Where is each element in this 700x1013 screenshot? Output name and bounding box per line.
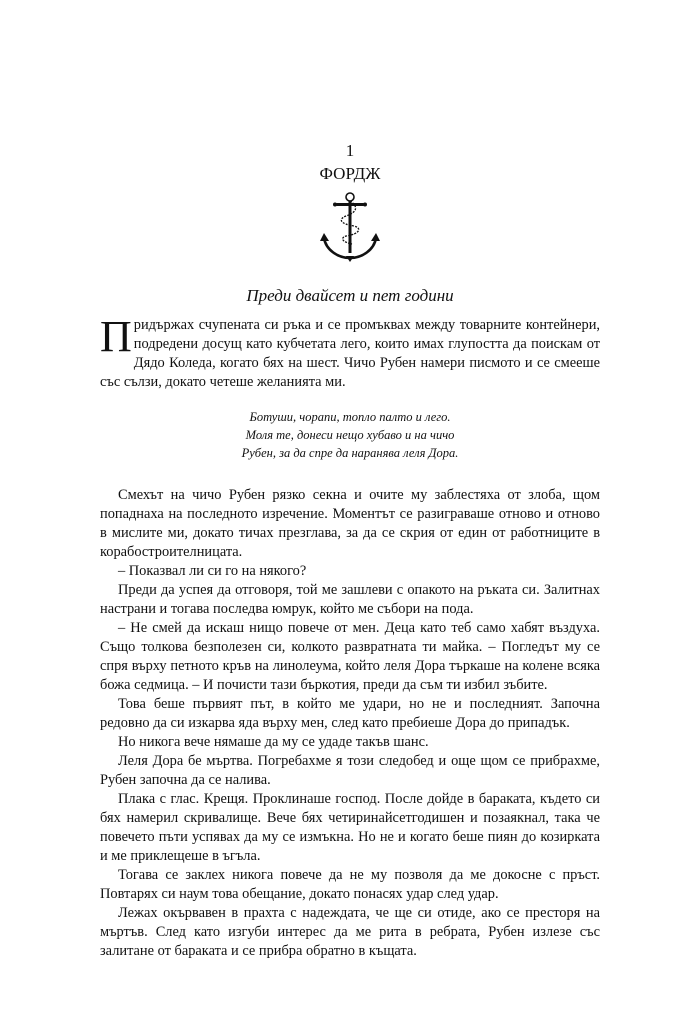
paragraph: Леля Дора бе мъртва. Погребахме я този следобед и още щом се прибрахме, Рубен започна да се налива. <box>100 753 600 788</box>
drop-cap: П <box>100 312 132 361</box>
paragraph: Преди да успея да отговоря, той ме зашлеви с опакото на ръката си. Залитнах настрани и тогава последва юмрук, който ме събори на пода. <box>100 582 600 617</box>
chapter-title: ФОРДЖ <box>319 164 381 183</box>
paragraph: – Не смей да искаш нищо повече от мен. Деца като теб само хабят въздуха. Също толкова безполезен си, колкото развратната ти майка. – Погледът му се спря върху петното кръв на линолеума, който леля Дора търкаше на колене всяка божа седмица. – И почисти тази бъркотия, преди да съм ти избил зъбите. <box>100 620 600 693</box>
paragraph: Смехът на чичо Рубен рязко секна и очите му заблестяха от злоба, щом попаднаха на последното изречение. Моментът се разиграваше отново и отново в мислите ми, докато тичах презглава, за да се скрия от един от работниците в корабостроителницата. <box>100 487 600 560</box>
paragraph: Плака с глас. Крещя. Проклинаше господ. После дойде в бараката, където си бях намерил скривалище. Вече бях четиринайсетгодишен и позаякнал, така че повечето пъти успявах да му се измъкна. Но не и когато беше пиян до козирката и ме приклещеше в ъгъла. <box>100 791 600 864</box>
opening-paragraph <box>100 312 600 392</box>
anchor-icon <box>318 192 382 264</box>
quote-line: Ботуши, чорапи, топло палто и лего. <box>249 410 451 424</box>
section-subtitle: Преди двайсет и пет години <box>246 286 454 305</box>
paragraph: Но никога вече нямаше да му се удаде такъв шанс. <box>118 734 429 750</box>
paragraph: Тогава се заклех никога повече да не му позволя да ме докосне с пръст. Повтарях си наум това обещание, докато понасях удар след удар. <box>100 867 600 902</box>
paragraph: – Показвал ли си го на някого? <box>118 563 307 579</box>
quote-line: Рубен, за да спре да наранява леля Дора. <box>241 446 459 460</box>
paragraph: Лежах окървавен в прахта с надеждата, че ще си отиде, ако се престоря на мъртъв. След като изгуби интерес да ме рита в ребрата, Рубен излезе със залитане от бараката и се прибра обратно в къщата. <box>100 905 600 959</box>
chapter-body <box>100 312 600 961</box>
paragraph: Това беше първият път, в който ме удари, но не и последният. Започна редовно да си изкарва яда върху мен, след като пребиеше Дора до припадък. <box>100 696 600 731</box>
opening-paragraph-text: ридържах счупената си ръка и се промъквах между товарните контейнери, подредени досущ като кубчетата лего, които имах глупостта да поискам от Дядо Коледа, когато бях на шест. Чичо Рубен намери писмото и се смееше със сълзи, докато четеше желанията ми. <box>100 317 600 390</box>
quote-line: Моля те, донеси нещо хубаво и на чичо <box>245 428 455 442</box>
letter-quote <box>100 408 600 462</box>
chapter-number: 1 <box>345 141 355 160</box>
